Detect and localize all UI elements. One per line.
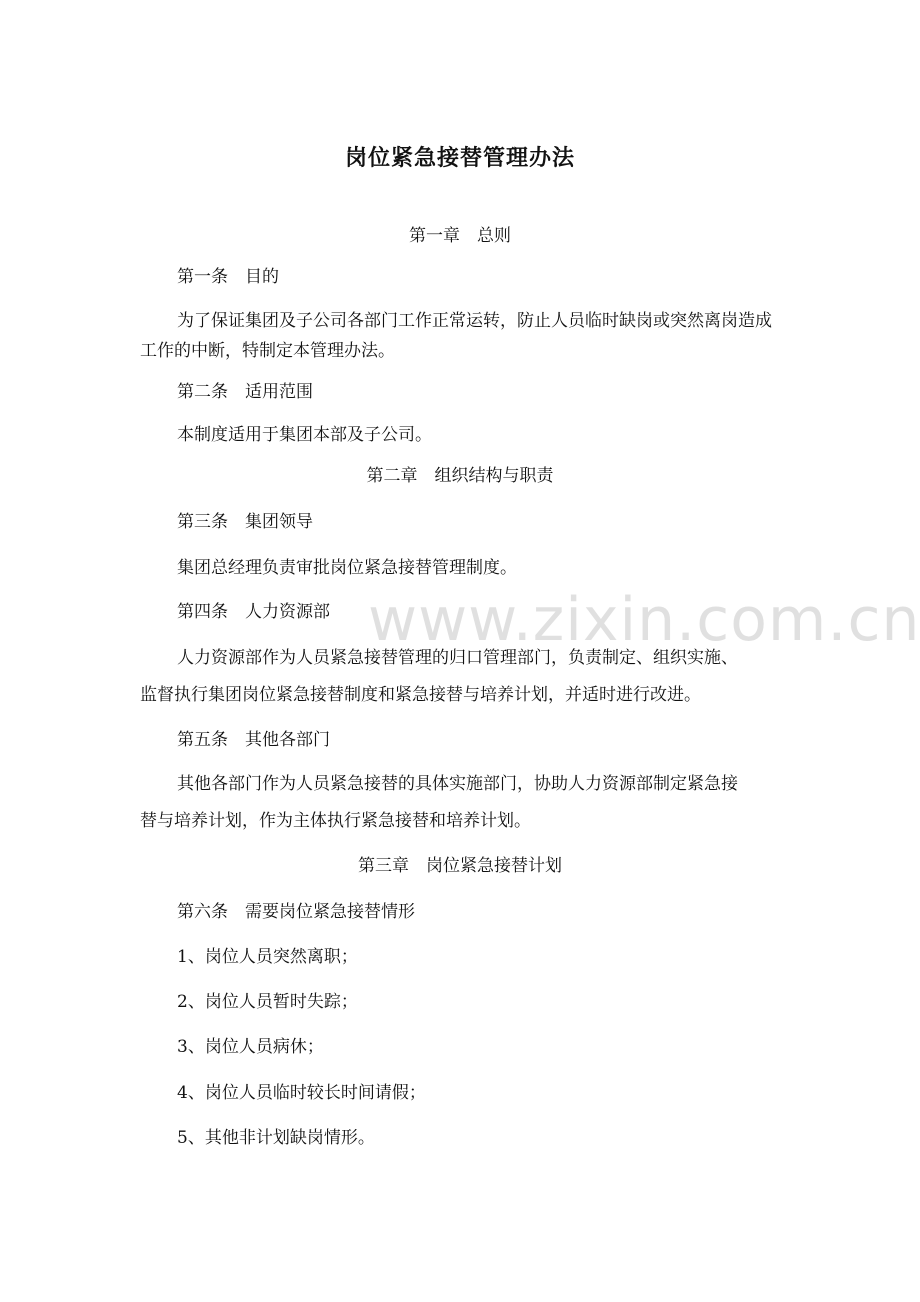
article-3-text-line-1: 集团总经理负责审批岗位紧急接替管理制度。 bbox=[177, 558, 517, 578]
chapter-3-heading: 第三章 岗位紧急接替计划 bbox=[358, 856, 562, 876]
chapter-1-heading: 第一章 总则 bbox=[409, 226, 511, 246]
list-item: 5、其他非计划缺岗情形。 bbox=[177, 1128, 375, 1148]
article-1-text-line-1: 为了保证集团及子公司各部门工作正常运转，防止人员临时缺岗或突然离岗造成 bbox=[177, 311, 772, 331]
article-5-heading: 第五条 其他各部门 bbox=[177, 730, 330, 750]
list-item: 2、岗位人员暂时失踪； bbox=[177, 992, 358, 1012]
article-5-text-line-1: 其他各部门作为人员紧急接替的具体实施部门，协助人力资源部制定紧急接 bbox=[177, 774, 738, 794]
list-item: 4、岗位人员临时较长时间请假； bbox=[177, 1083, 426, 1103]
watermark: www.zixin.com.cn bbox=[368, 585, 920, 655]
article-3-heading: 第三条 集团领导 bbox=[177, 512, 313, 532]
article-6-heading: 第六条 需要岗位紧急接替情形 bbox=[177, 902, 415, 922]
list-item: 3、岗位人员病休； bbox=[177, 1037, 324, 1057]
article-5-text-line-2: 替与培养计划，作为主体执行紧急接替和培养计划。 bbox=[140, 811, 531, 831]
article-2-heading: 第二条 适用范围 bbox=[177, 382, 313, 402]
article-1-text-line-2: 工作的中断，特制定本管理办法。 bbox=[140, 341, 395, 361]
article-4-text-line-1: 人力资源部作为人员紧急接替管理的归口管理部门，负责制定、组织实施、 bbox=[177, 648, 738, 668]
list-item: 1、岗位人员突然离职； bbox=[177, 947, 358, 967]
article-2-text-line-1: 本制度适用于集团本部及子公司。 bbox=[177, 425, 432, 445]
article-4-heading: 第四条 人力资源部 bbox=[177, 602, 330, 622]
document-title: 岗位紧急接替管理办法 bbox=[344, 146, 575, 171]
chapter-2-heading: 第二章 组织结构与职责 bbox=[366, 466, 554, 486]
article-1-heading: 第一条 目的 bbox=[177, 267, 279, 287]
article-4-text-line-2: 监督执行集团岗位紧急接替制度和紧急接替与培养计划，并适时进行改进。 bbox=[140, 685, 701, 705]
